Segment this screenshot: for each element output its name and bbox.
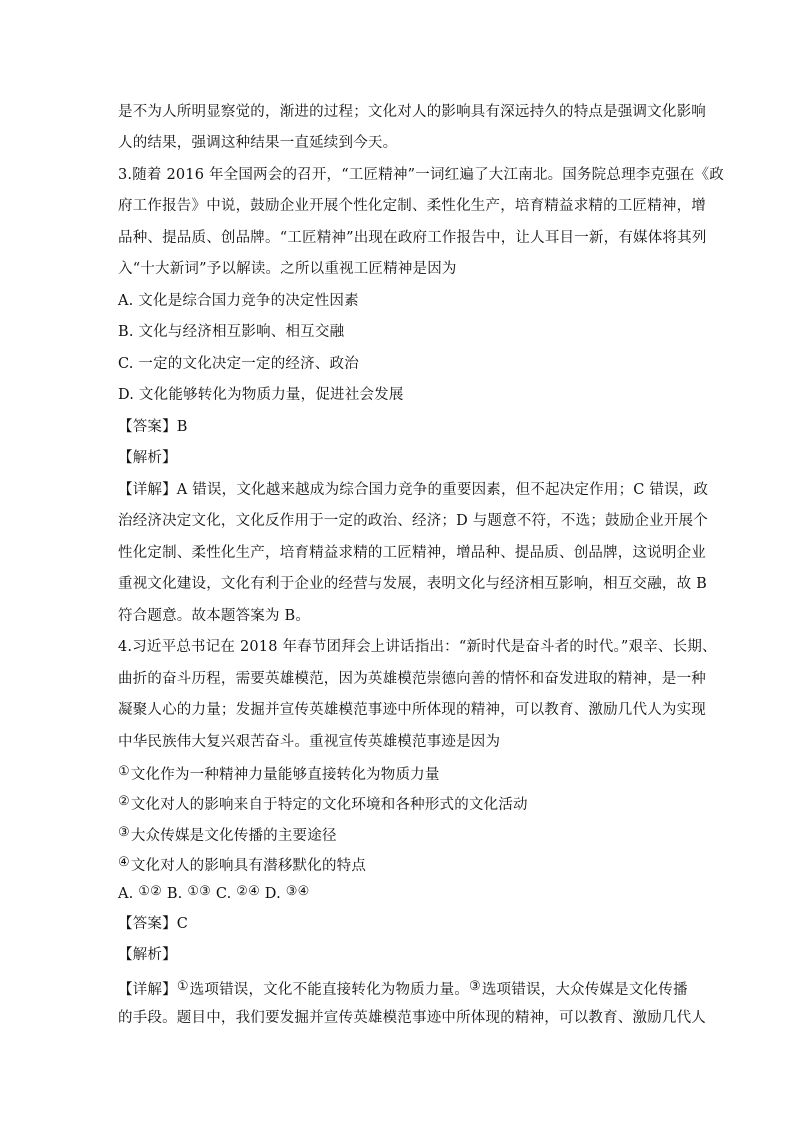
explanation-line: 重视文化建设，文化有利于企业的经营与发展，表明文化与经济相互影响，相互交融，故 B <box>118 576 707 592</box>
circled-number-3: ③ <box>118 825 130 840</box>
explanation-line: 【详解】A 错误，文化越来越成为综合国力竞争的重要因素，但不起决定作用；C 错误，政 <box>118 482 709 498</box>
option-d: D. 文化能够转化为物质力量，促进社会发展 <box>118 387 404 403</box>
detail-label: 【详解】 <box>118 982 177 998</box>
text-line: 中华民族伟大复兴艰苦奋斗。重视宣传英雄模范事迹是因为 <box>118 734 501 750</box>
option-b: B. 文化与经济相互影响、相互交融 <box>118 324 345 340</box>
explanation-line: 性化定制、柔性化生产，培育精益求精的工匠精神，增品种、提品质、创品牌，这说明企业 <box>118 545 706 561</box>
answer-label: 【答案】B <box>118 419 188 435</box>
statement-text: 大众传媒是文化传播的主要途径 <box>130 828 337 844</box>
text-line: 入“十大新词”予以解读。之所以重视工匠精神是因为 <box>118 261 457 277</box>
text-line: 曲折的奋斗历程，需要英雄模范，因为英雄模范崇德向善的情怀和奋发进取的精神，是一种 <box>118 671 706 687</box>
option-a-value: ①② <box>138 884 163 899</box>
option-a: A. 文化是综合国力竞争的决定性因素 <box>118 293 359 309</box>
analysis-label: 【解析】 <box>118 947 177 963</box>
statement-3 <box>118 823 678 846</box>
question-4-options <box>118 882 678 904</box>
option-c-label: C. <box>215 886 232 902</box>
circled-number-2: ② <box>118 794 130 809</box>
statement-4 <box>118 853 678 876</box>
circled-number-1: ① <box>118 764 130 779</box>
statement-2 <box>118 792 678 815</box>
question-4-stem: 4.习近平总书记在 2018 年春节团拜会上讲话指出：“新时代是奋斗者的时代。”艰辛、长期、 <box>118 639 717 655</box>
explanation-line <box>118 977 688 1000</box>
answer-label: 【答案】C <box>118 916 189 932</box>
circled-number-1: ① <box>176 979 189 994</box>
option-c-value: ②④ <box>236 884 260 899</box>
explanation-line: 符合题意。故本题答案为 B。 <box>118 608 311 624</box>
explanation-text: 选项错误，文化不能直接转化为物质力量。 <box>189 982 469 998</box>
option-b-value: ①③ <box>187 884 212 899</box>
text-line: 品种、提品质、创品牌。“工匠精神”出现在政府工作报告中，让人耳目一新，有媒体将其列 <box>118 230 707 246</box>
text-line: 是不为人所明显察觉的，渐进的过程；文化对人的影响具有深远持久的特点是强调文化影响 <box>118 104 706 120</box>
explanation-line: 的手段。题目中，我们要发掘并宣传英雄模范事迹中所体现的精神，可以教育、激励几代人 <box>118 1010 706 1026</box>
explanation-text: 选项错误，大众传媒是文化传播 <box>481 982 688 998</box>
statement-text: 文化对人的影响来自于特定的文化环境和各种形式的文化活动 <box>130 797 528 813</box>
text-line: 府工作报告》中说，鼓励企业开展个性化定制、柔性化生产，培育精益求精的工匠精神，增 <box>118 198 706 214</box>
explanation-line: 治经济决定文化，文化反作用于一定的政治、经济；D 与题意不符，不选；鼓励企业开展个 <box>118 513 708 529</box>
statement-text: 文化作为一种精神力量能够直接转化为物质力量 <box>130 767 440 783</box>
text-line: 凝聚人心的力量；发掘并宣传英雄模范事迹中所体现的精神，可以教育、激励几代人为实现 <box>118 702 706 718</box>
question-3-stem: 3.随着 2016 年全国两会的召开，“工匠精神”一词红遍了大江南北。国务院总理李克强在《政 <box>118 167 724 183</box>
circled-number-3: ③ <box>468 979 481 994</box>
text-line: 人的结果，强调这种结果一直延续到今天。 <box>118 135 398 151</box>
statement-1 <box>118 762 678 785</box>
option-c: C. 一定的文化决定一定的经济、政治 <box>118 356 359 372</box>
option-d-label: D. <box>264 886 281 902</box>
analysis-label: 【解析】 <box>118 450 177 466</box>
option-a-label: A. <box>118 886 134 902</box>
option-d-value: ③④ <box>285 884 310 899</box>
circled-number-4: ④ <box>118 855 130 870</box>
option-b-label: B. <box>166 886 183 902</box>
statement-text: 文化对人的影响具有潜移默化的特点 <box>130 858 367 874</box>
